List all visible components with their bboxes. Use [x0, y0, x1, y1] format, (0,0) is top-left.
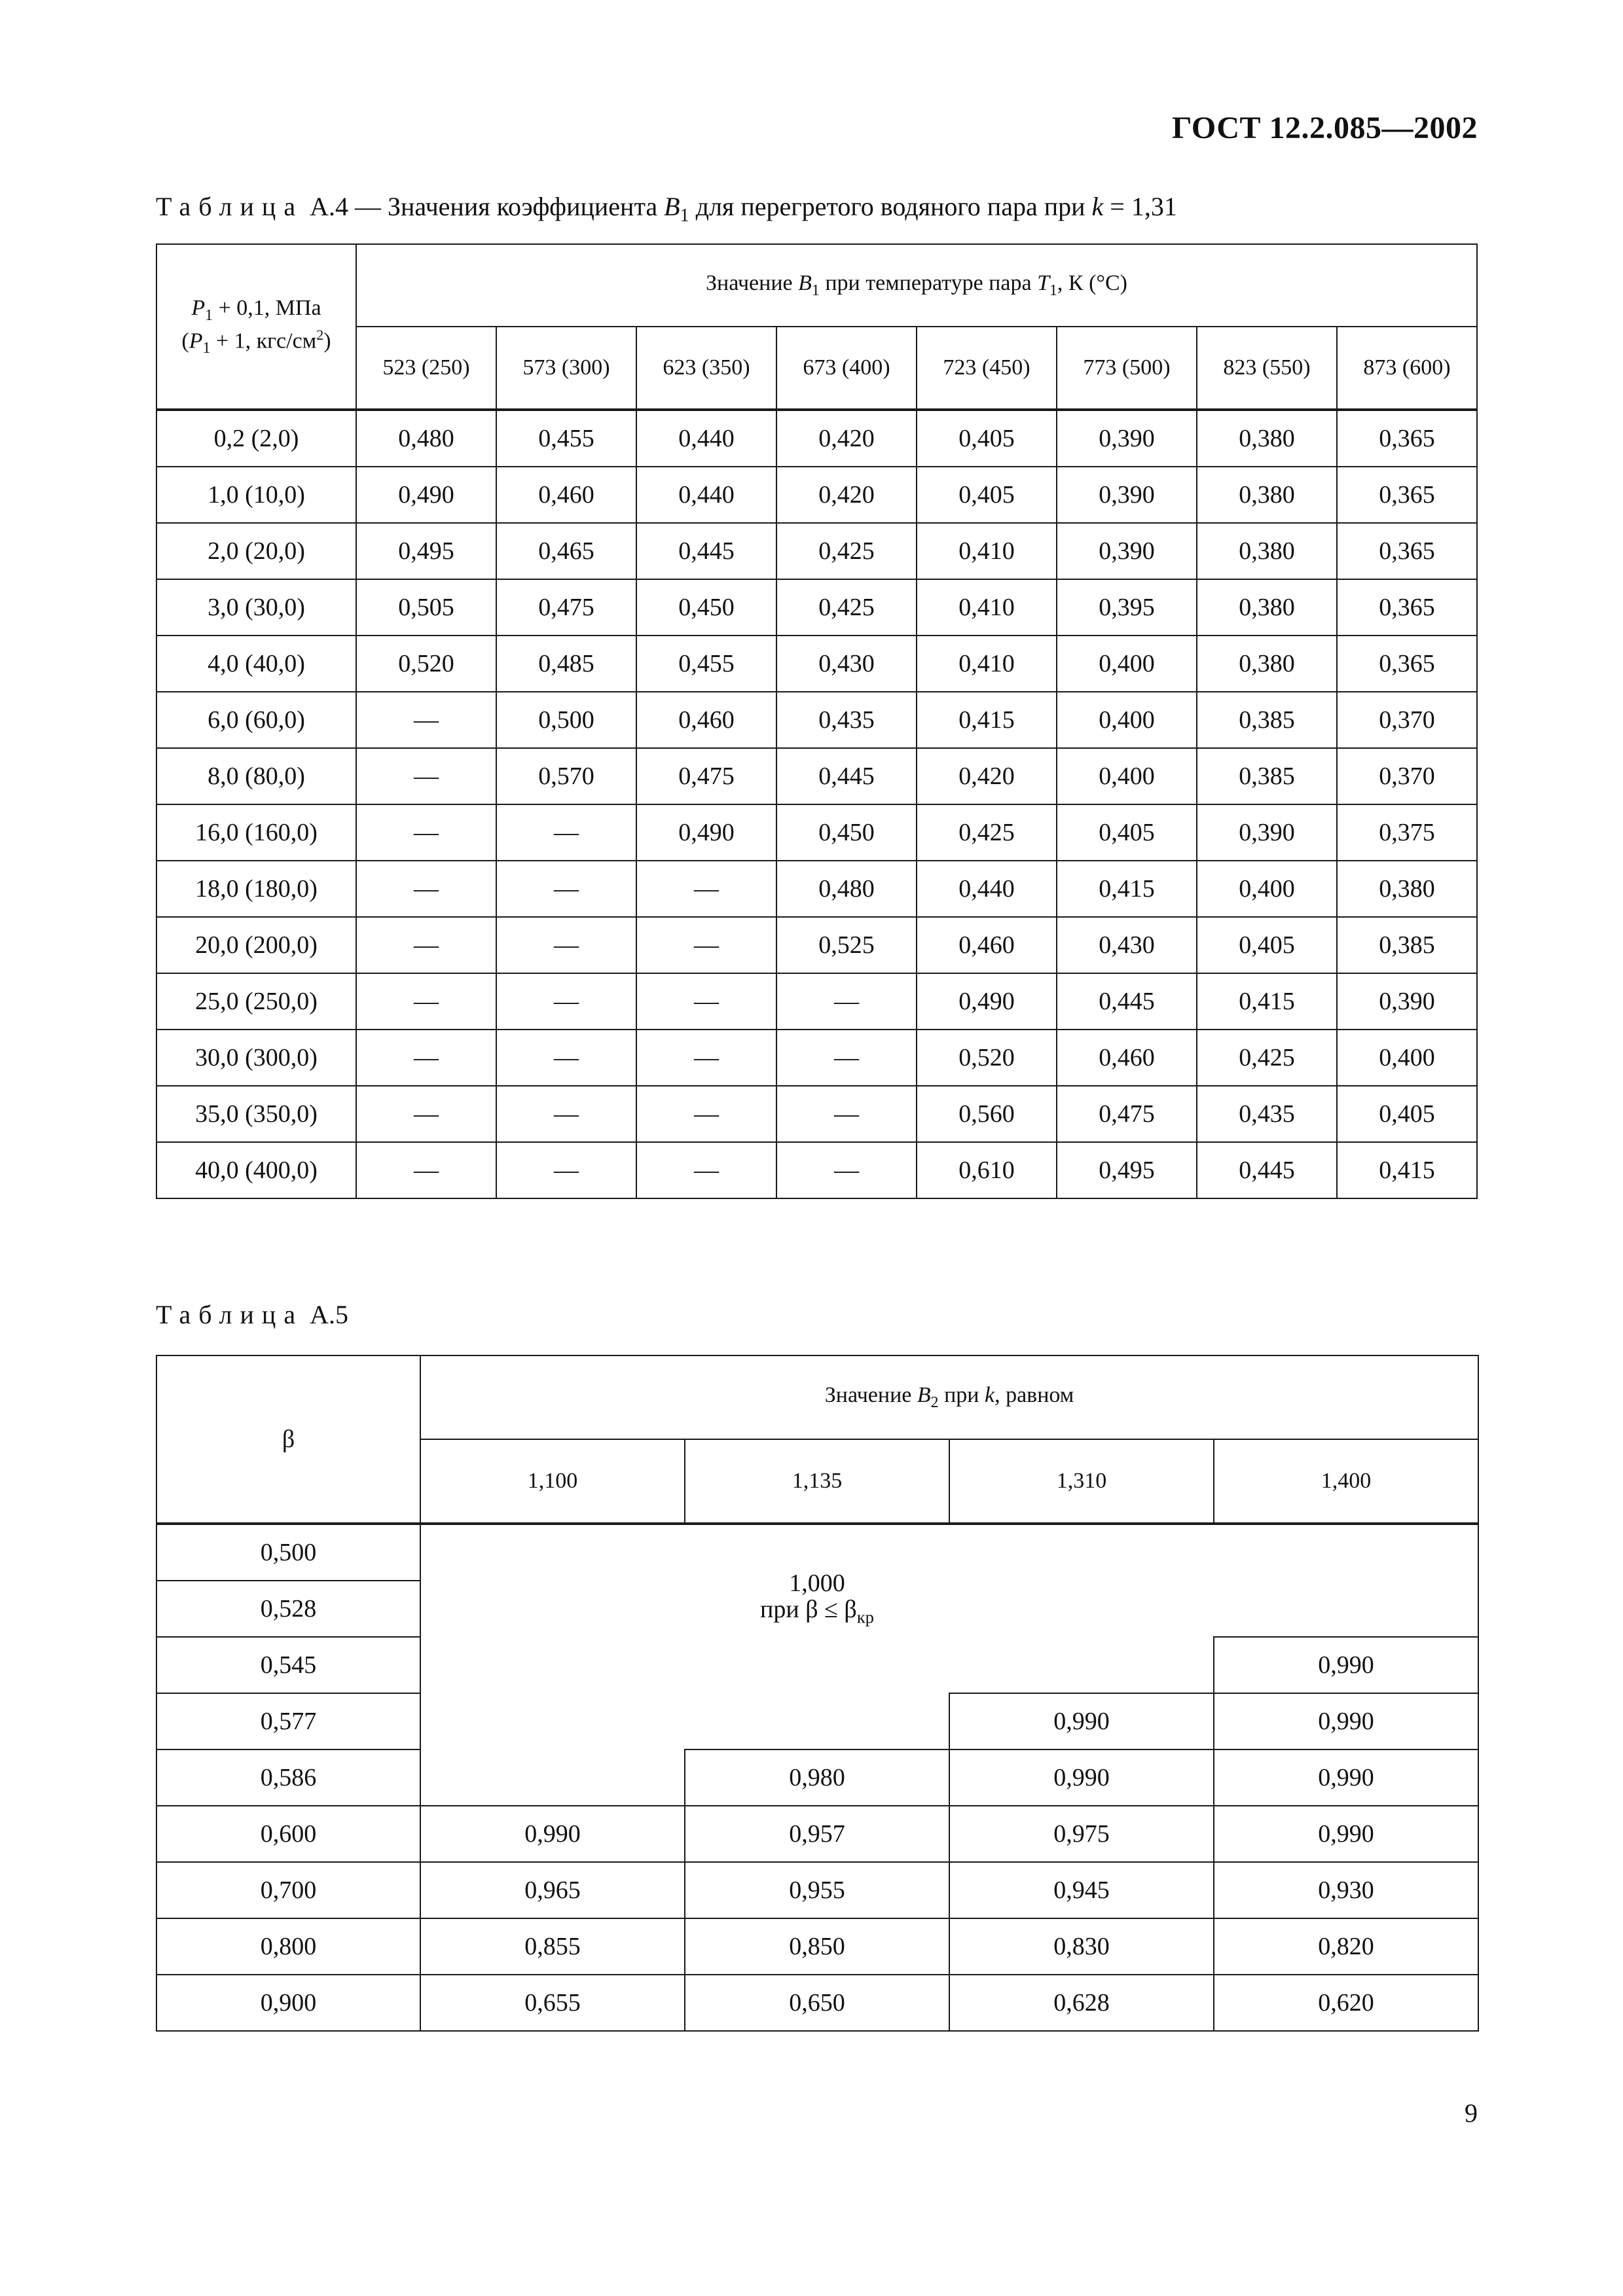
- b1-value-cell: 0,465: [496, 523, 636, 579]
- b1-value-cell: 0,570: [496, 748, 636, 804]
- b1-value-cell: 0,390: [1057, 523, 1197, 579]
- temperature-column-header: 723 (450): [917, 327, 1057, 410]
- b1-value-cell: 0,380: [1197, 636, 1337, 692]
- b2-value-cell: 0,628: [949, 1975, 1214, 2031]
- b1-value-cell: 0,445: [636, 523, 776, 579]
- b1-value-cell: —: [496, 861, 636, 917]
- b1-value-cell: 0,405: [917, 410, 1057, 467]
- b1-value-cell: 0,490: [356, 467, 496, 523]
- b2-value-cell: [420, 1637, 685, 1693]
- beta-cell: 0,800: [156, 1918, 420, 1975]
- b1-value-cell: 0,450: [776, 804, 917, 861]
- caption-var: B: [664, 192, 680, 221]
- pressure-cell: 1,0 (10,0): [156, 467, 356, 523]
- b1-value-cell: 0,365: [1337, 467, 1477, 523]
- b1-value-cell: 0,475: [1057, 1086, 1197, 1142]
- b2-value-cell: 0,980: [685, 1749, 949, 1806]
- table-row: [156, 1918, 1478, 1975]
- beta-cell: 0,528: [156, 1581, 420, 1637]
- b1-value-cell: —: [636, 861, 776, 917]
- b2-value-cell: 0,990: [1214, 1693, 1478, 1749]
- pressure-column-header: [156, 244, 356, 410]
- table-row: [156, 1862, 1478, 1918]
- b2-value-cell: [1214, 1524, 1478, 1581]
- pressure-cell: 4,0 (40,0): [156, 636, 356, 692]
- b1-value-cell: 0,450: [636, 579, 776, 636]
- pressure-cell: 0,2 (2,0): [156, 410, 356, 467]
- b1-value-cell: 0,410: [917, 523, 1057, 579]
- b1-value-cell: 0,480: [356, 410, 496, 467]
- table-row: [156, 1749, 1478, 1806]
- caption-text: А.5: [303, 1300, 348, 1329]
- b2-value-cell: [420, 1524, 685, 1581]
- b1-value-cell: 0,425: [1197, 1030, 1337, 1086]
- b1-value-cell: 0,420: [776, 467, 917, 523]
- b1-value-cell: 0,390: [1057, 410, 1197, 467]
- b1-value-cell: 0,445: [1057, 973, 1197, 1030]
- b1-value-cell: 0,495: [356, 523, 496, 579]
- b1-value-cell: —: [496, 1142, 636, 1198]
- beta-cell: 0,700: [156, 1862, 420, 1918]
- b1-value-cell: —: [356, 973, 496, 1030]
- merged-value: 1,000: [789, 1570, 845, 1597]
- table-row: [156, 410, 1477, 467]
- table-row: [156, 973, 1477, 1030]
- beta-cell: 0,600: [156, 1806, 420, 1862]
- b1-value-cell: 0,390: [1337, 973, 1477, 1030]
- b2-value-cell: 0,957: [685, 1806, 949, 1862]
- k-column-header: 1,100: [420, 1439, 685, 1524]
- table-a5-caption: [156, 1299, 348, 1330]
- caption-k: k: [1091, 192, 1104, 221]
- temperature-column-header: 673 (400): [776, 327, 917, 410]
- b2-value-cell: [949, 1524, 1214, 1581]
- b1-value-cell: 0,480: [776, 861, 917, 917]
- table-row: [156, 1524, 1478, 1581]
- b2-value-cell: [949, 1637, 1214, 1693]
- b2-value-cell: 0,990: [420, 1806, 685, 1862]
- pressure-header-line2: ($P_1 + 1$, кгс/$см^2$): [181, 326, 331, 357]
- b1-value-cell: —: [776, 973, 917, 1030]
- b1-value-cell: —: [776, 1086, 917, 1142]
- table-row: [156, 692, 1477, 748]
- b2-value-cell: [949, 1581, 1214, 1637]
- k-column-header: 1,135: [685, 1439, 949, 1524]
- pressure-cell: 6,0 (60,0): [156, 692, 356, 748]
- document-code: ГОСТ 12.2.085—2002: [1172, 111, 1478, 145]
- b2-value-cell: 0,965: [420, 1862, 685, 1918]
- pressure-cell: 30,0 (300,0): [156, 1030, 356, 1086]
- b1-value-cell: 0,440: [636, 467, 776, 523]
- table-row: [156, 579, 1477, 636]
- caption-text-mid: для перегретого водяного пара при: [689, 192, 1092, 221]
- b2-value-cell: [420, 1581, 685, 1637]
- table-row: [156, 1030, 1477, 1086]
- b2-value-cell: 0,620: [1214, 1975, 1478, 2031]
- b1-value-cell: —: [356, 1142, 496, 1198]
- beta-cell: 0,500: [156, 1524, 420, 1581]
- pressure-cell: 35,0 (350,0): [156, 1086, 356, 1142]
- b1-value-cell: 0,365: [1337, 410, 1477, 467]
- b1-value-cell: 0,405: [1057, 804, 1197, 861]
- table-row: [156, 804, 1477, 861]
- beta-cell: 0,577: [156, 1693, 420, 1749]
- table-row: [156, 917, 1477, 973]
- beta-cell: 0,900: [156, 1975, 420, 2031]
- beta-column-header: β: [156, 1355, 420, 1524]
- b1-value-cell: 0,490: [917, 973, 1057, 1030]
- caption-text: А.4 — Значения коэффициента: [303, 192, 665, 221]
- pressure-cell: 40,0 (400,0): [156, 1142, 356, 1198]
- b2-column-group-header: Значение $B_2$ при k, равном: [420, 1355, 1478, 1439]
- b1-value-cell: 0,405: [1337, 1086, 1477, 1142]
- b1-value-cell: —: [496, 1030, 636, 1086]
- page-number: 9: [1465, 2098, 1478, 2128]
- b1-value-cell: 0,415: [1197, 973, 1337, 1030]
- b1-value-cell: 0,410: [917, 636, 1057, 692]
- b2-value-cell: [1214, 1581, 1478, 1637]
- caption-label: Таблица: [156, 192, 304, 221]
- b1-value-cell: 0,400: [1057, 692, 1197, 748]
- b1-value-cell: —: [496, 973, 636, 1030]
- b1-value-cell: —: [636, 917, 776, 973]
- b1-value-cell: —: [356, 1030, 496, 1086]
- caption-text-end: = 1,31: [1103, 192, 1177, 221]
- k-column-header: 1,310: [949, 1439, 1214, 1524]
- b1-value-cell: 0,425: [776, 523, 917, 579]
- b1-value-cell: 0,400: [1337, 1030, 1477, 1086]
- merged-value-label: [685, 1571, 949, 1626]
- b2-value-cell: 0,930: [1214, 1862, 1478, 1918]
- b1-value-cell: —: [356, 861, 496, 917]
- b1-value-cell: 0,455: [636, 636, 776, 692]
- pressure-header-line1: $P_1 + 0,1$, МПа: [191, 296, 321, 325]
- b1-value-cell: 0,435: [776, 692, 917, 748]
- b1-value-cell: 0,420: [917, 748, 1057, 804]
- b1-value-cell: —: [496, 917, 636, 973]
- b1-value-cell: —: [636, 1142, 776, 1198]
- temperature-column-header: 573 (300): [496, 327, 636, 410]
- b2-value-cell: [685, 1693, 949, 1749]
- b1-value-cell: —: [356, 917, 496, 973]
- b2-value-cell: 0,990: [1214, 1749, 1478, 1806]
- merged-condition-sub: кр: [856, 1607, 874, 1627]
- beta-cell: 0,586: [156, 1749, 420, 1806]
- b1-value-cell: 0,415: [1337, 1142, 1477, 1198]
- table-row: [156, 467, 1477, 523]
- table-row: [156, 1086, 1477, 1142]
- b1-value-cell: 0,385: [1197, 692, 1337, 748]
- b1-value-cell: 0,445: [776, 748, 917, 804]
- beta-cell: 0,545: [156, 1637, 420, 1693]
- table-row: [156, 1142, 1477, 1198]
- pressure-cell: 25,0 (250,0): [156, 973, 356, 1030]
- b1-value-cell: 0,525: [776, 917, 917, 973]
- b1-value-cell: 0,610: [917, 1142, 1057, 1198]
- b1-value-cell: 0,415: [917, 692, 1057, 748]
- b1-value-cell: 0,365: [1337, 636, 1477, 692]
- b1-value-cell: 0,505: [356, 579, 496, 636]
- table-row: [156, 523, 1477, 579]
- temperature-column-header: 823 (550): [1197, 327, 1337, 410]
- b1-value-cell: 0,415: [1057, 861, 1197, 917]
- b1-value-cell: 0,495: [1057, 1142, 1197, 1198]
- b2-value-cell: 0,945: [949, 1862, 1214, 1918]
- b1-value-cell: 0,400: [1197, 861, 1337, 917]
- pressure-cell: 20,0 (200,0): [156, 917, 356, 973]
- table-row: [156, 861, 1477, 917]
- b1-value-cell: 0,420: [776, 410, 917, 467]
- b1-value-cell: —: [356, 1086, 496, 1142]
- b2-value-cell: 0,655: [420, 1975, 685, 2031]
- b1-value-cell: 0,460: [496, 467, 636, 523]
- b1-value-cell: 0,380: [1197, 523, 1337, 579]
- b1-value-cell: 0,390: [1197, 804, 1337, 861]
- caption-label: Таблица: [156, 1300, 304, 1329]
- b1-value-cell: 0,485: [496, 636, 636, 692]
- b1-value-cell: 0,520: [356, 636, 496, 692]
- b1-value-cell: —: [496, 1086, 636, 1142]
- b1-value-cell: 0,375: [1337, 804, 1477, 861]
- b1-value-cell: 0,395: [1057, 579, 1197, 636]
- b1-value-cell: 0,380: [1197, 410, 1337, 467]
- b1-value-cell: 0,500: [496, 692, 636, 748]
- table-a4: [156, 243, 1478, 1199]
- table-row: [156, 1806, 1478, 1862]
- k-column-header: 1,400: [1214, 1439, 1478, 1524]
- b1-value-cell: 0,410: [917, 579, 1057, 636]
- b1-value-cell: 0,390: [1057, 467, 1197, 523]
- b2-value-cell: [420, 1749, 685, 1806]
- temperature-column-header: 773 (500): [1057, 327, 1197, 410]
- table-row: [156, 748, 1477, 804]
- b1-value-cell: —: [776, 1030, 917, 1086]
- table-row: [156, 1637, 1478, 1693]
- b1-value-cell: 0,455: [496, 410, 636, 467]
- b1-value-cell: 0,400: [1057, 748, 1197, 804]
- merged-condition: [685, 1597, 949, 1627]
- pressure-cell: 3,0 (30,0): [156, 579, 356, 636]
- table-a5: [156, 1355, 1479, 2032]
- b1-value-cell: 0,460: [917, 917, 1057, 973]
- b1-column-group-header: Значение $B_1$ при температуре пара $T_1$, К (°С): [356, 244, 1477, 327]
- b1-value-cell: 0,460: [636, 692, 776, 748]
- b1-value-cell: —: [356, 804, 496, 861]
- b2-value-cell: 0,650: [685, 1975, 949, 2031]
- b1-value-cell: 0,445: [1197, 1142, 1337, 1198]
- b1-value-cell: 0,560: [917, 1086, 1057, 1142]
- b1-value-cell: —: [636, 1086, 776, 1142]
- pressure-cell: 2,0 (20,0): [156, 523, 356, 579]
- b1-value-cell: —: [776, 1142, 917, 1198]
- b1-value-cell: 0,440: [636, 410, 776, 467]
- b2-value-cell: 0,990: [1214, 1637, 1478, 1693]
- b1-value-cell: —: [356, 692, 496, 748]
- b1-value-cell: 0,365: [1337, 579, 1477, 636]
- b2-value-cell: 0,855: [420, 1918, 685, 1975]
- b2-value-cell: 0,990: [949, 1693, 1214, 1749]
- b1-value-cell: 0,385: [1337, 917, 1477, 973]
- b1-value-cell: 0,475: [636, 748, 776, 804]
- table-row: [156, 1693, 1478, 1749]
- b1-value-cell: 0,490: [636, 804, 776, 861]
- b1-value-cell: 0,370: [1337, 748, 1477, 804]
- b2-value-cell: 0,820: [1214, 1918, 1478, 1975]
- b1-value-cell: 0,400: [1057, 636, 1197, 692]
- b1-value-cell: 0,435: [1197, 1086, 1337, 1142]
- b2-value-cell: 0,990: [1214, 1806, 1478, 1862]
- b1-value-cell: 0,370: [1337, 692, 1477, 748]
- b1-value-cell: 0,380: [1337, 861, 1477, 917]
- b1-value-cell: 0,365: [1337, 523, 1477, 579]
- b1-value-cell: 0,380: [1197, 579, 1337, 636]
- merged-condition-text: при β ≤ β: [760, 1595, 857, 1623]
- b1-value-cell: 0,460: [1057, 1030, 1197, 1086]
- b1-value-cell: —: [636, 973, 776, 1030]
- temperature-column-header: 523 (250): [356, 327, 496, 410]
- b1-value-cell: 0,405: [917, 467, 1057, 523]
- b1-value-cell: 0,405: [1197, 917, 1337, 973]
- b2-value-cell: 0,830: [949, 1918, 1214, 1975]
- b1-value-cell: 0,425: [776, 579, 917, 636]
- b1-value-cell: 0,520: [917, 1030, 1057, 1086]
- b1-value-cell: —: [636, 1030, 776, 1086]
- temperature-column-header: 623 (350): [636, 327, 776, 410]
- pressure-cell: 8,0 (80,0): [156, 748, 356, 804]
- b2-value-cell: 0,975: [949, 1806, 1214, 1862]
- b2-value-cell: 0,955: [685, 1862, 949, 1918]
- b1-value-cell: 0,430: [776, 636, 917, 692]
- b1-value-cell: 0,475: [496, 579, 636, 636]
- table-row: [156, 636, 1477, 692]
- table-row: [156, 1975, 1478, 2031]
- b1-value-cell: 0,380: [1197, 467, 1337, 523]
- b1-value-cell: 0,385: [1197, 748, 1337, 804]
- pressure-cell: 18,0 (180,0): [156, 861, 356, 917]
- b1-value-cell: 0,440: [917, 861, 1057, 917]
- temperature-column-header: 873 (600): [1337, 327, 1477, 410]
- b1-value-cell: —: [356, 748, 496, 804]
- b1-value-cell: —: [496, 804, 636, 861]
- pressure-cell: 16,0 (160,0): [156, 804, 356, 861]
- b2-value-cell: 0,850: [685, 1918, 949, 1975]
- b2-value-cell: [685, 1637, 949, 1693]
- caption-var-sub: 1: [680, 206, 689, 226]
- b2-value-cell: 0,990: [949, 1749, 1214, 1806]
- b1-value-cell: 0,430: [1057, 917, 1197, 973]
- table-a4-caption: [156, 191, 1177, 226]
- b1-value-cell: 0,425: [917, 804, 1057, 861]
- b2-value-cell: [420, 1693, 685, 1749]
